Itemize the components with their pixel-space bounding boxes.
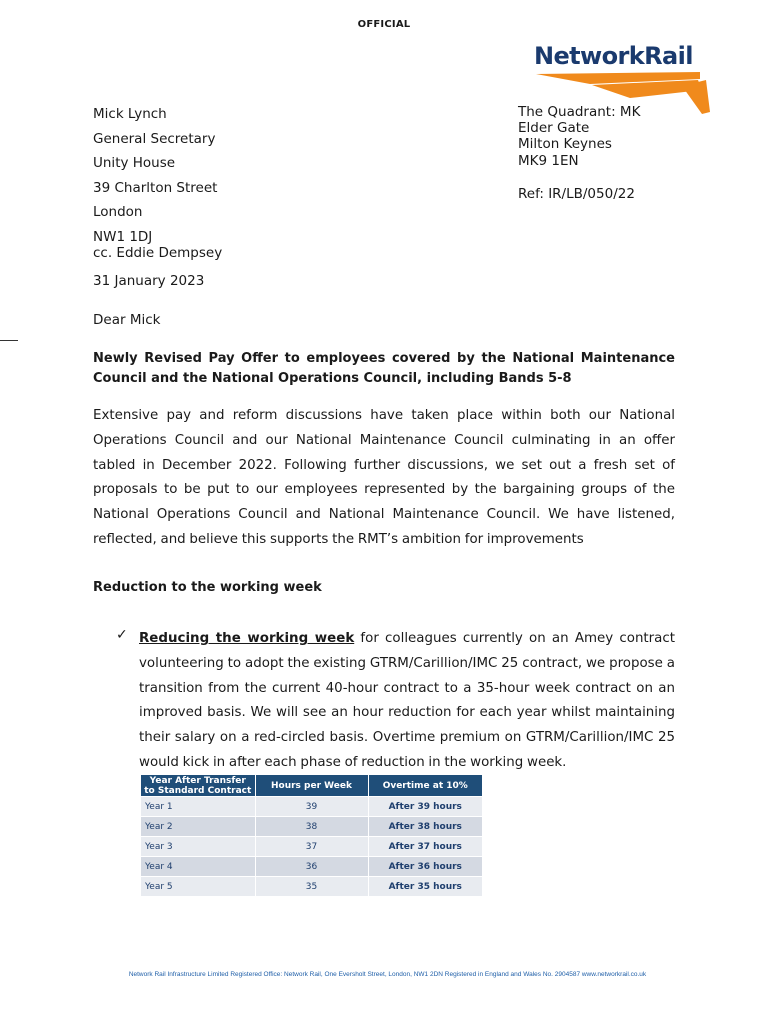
recipient-address xyxy=(93,102,222,265)
table-cell: Year 5 xyxy=(141,877,255,897)
recipient-title: General Secretary xyxy=(93,130,216,147)
recipient-postcode: NW1 1DJ xyxy=(93,228,153,245)
working-week-table xyxy=(141,775,482,896)
bullet-text: for colleagues currently on an Amey contract volunteering to adopt the existing GTRM/Carillion/IMC 25 contract, we propose a transition from the current 40-hour contract to a 35-hour week contract on an improved basis. We will see an hour reduction for each year whilst maintaining their salary on a red-circled basis. Overtime premium on GTRM/Carillion/IMC 25 would kick in after each phase of reduction in the working week. xyxy=(139,631,676,770)
table-cell: After 35 hours xyxy=(368,877,482,897)
sender-address-line: The Quadrant: MK xyxy=(518,104,641,120)
table-cell: After 38 hours xyxy=(368,817,482,837)
checkmark-icon: ✓ xyxy=(116,627,128,643)
subject-heading: Newly Revised Pay Offer to employees covered by the National Maintenance Council and the National Operations Council, including Bands 5-8 xyxy=(93,351,675,386)
table-row xyxy=(141,837,482,857)
bullet-lead: Reducing the working week xyxy=(139,631,355,646)
table-cell: Year 4 xyxy=(141,857,255,877)
table-cell: Year 2 xyxy=(141,817,255,837)
table-cell: After 39 hours xyxy=(368,797,482,817)
table-cell: 35 xyxy=(255,877,368,897)
cc-line: cc. Eddie Dempsey xyxy=(93,244,223,261)
table-cell: After 36 hours xyxy=(368,857,482,877)
table-cell: 38 xyxy=(255,817,368,837)
table-row xyxy=(141,857,482,877)
logo-wordmark: NetworkRail xyxy=(534,42,693,70)
recipient-address-line: Unity House xyxy=(93,155,176,172)
bullet-paragraph xyxy=(139,627,675,776)
sender-address-line: Elder Gate xyxy=(518,120,590,137)
table-header: Overtime at 10% xyxy=(368,775,482,797)
table-cell: After 37 hours xyxy=(368,837,482,857)
salutation: Dear Mick xyxy=(93,312,161,328)
table-row xyxy=(141,877,482,897)
recipient-address-line: London xyxy=(93,204,143,221)
table-cell: Year 1 xyxy=(141,797,255,817)
table-row xyxy=(141,817,482,837)
section-heading: Reduction to the working week xyxy=(93,580,322,595)
table-row xyxy=(141,797,482,817)
table-cell: 37 xyxy=(255,837,368,857)
reference-number: Ref: IR/LB/050/22 xyxy=(518,185,635,202)
letter-date: 31 January 2023 xyxy=(93,273,205,289)
sender-address-line: Milton Keynes xyxy=(518,136,612,153)
margin-fold-mark xyxy=(0,340,18,341)
intro-paragraph: Extensive pay and reform discussions have taken place within both our National Operations Council and our National Maintenance Council culminating in an offer tabled in December 2022. Following further discussions, we set out a fresh set of proposals to be put to our employees represented by the bargaining groups of the National Operations Council and National Maintenance Council. We have listened, reflected, and believe this supports the RMT’s ambition for improvements xyxy=(93,408,675,547)
table-cell: Year 3 xyxy=(141,837,255,857)
classification-label: OFFICIAL xyxy=(357,19,411,30)
table-cell: 39 xyxy=(255,797,368,817)
table-header-row xyxy=(141,775,482,797)
table-header: Year After Transfer to Standard Contract xyxy=(141,775,255,797)
sender-address xyxy=(518,104,640,202)
footer-registered-office: Network Rail Infrastructure Limited Registered Office: Network Rail, One Eversholt Street, London, NW1 2DN Registered in England and Wales No. 2904587 www.networkrail.co.uk xyxy=(128,971,647,978)
table-header: Hours per Week xyxy=(255,775,368,797)
table-cell: 36 xyxy=(255,857,368,877)
recipient-name: Mick Lynch xyxy=(93,106,167,122)
sender-postcode: MK9 1EN xyxy=(518,152,579,169)
recipient-address-line: 39 Charlton Street xyxy=(93,179,218,196)
